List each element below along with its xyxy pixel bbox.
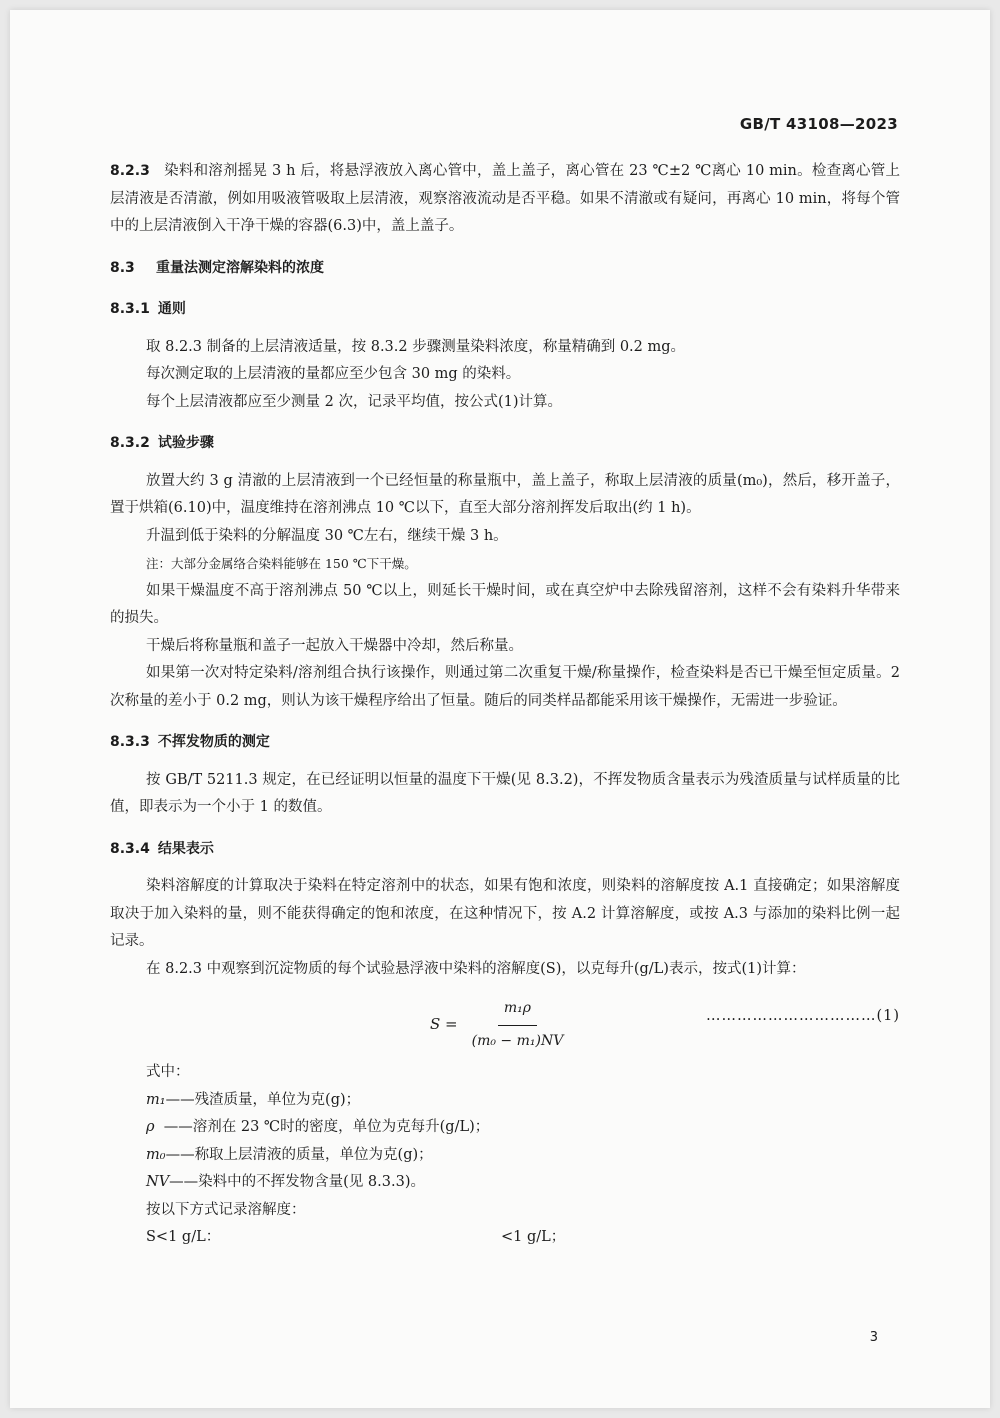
definition-text: ——溶剂在 23 ℃时的密度，单位为克每升(g/L)；: [154, 1119, 490, 1135]
formula-lhs: S =: [430, 1015, 458, 1034]
heading-number: 8.3.4: [110, 840, 150, 857]
paragraph: 如果第一次对特定染料/溶剂组合执行该操作，则通过第二次重复干燥/称量操作，检查染料是否已干燥至恒定质量。2 次称量的差小于 0.2 mg，则认为该干燥程序给出了恒量。随后的同类样品都能采用该干燥操作，无需进一步验证。: [110, 665, 900, 709]
definition-text: ——染料中的不挥发物含量(见 8.3.3)。: [169, 1174, 425, 1190]
definition-item: [146, 1114, 900, 1142]
record-value: <1 g/L；: [501, 1229, 566, 1245]
paragraph: 如果干燥温度不高于溶剂沸点 50 ℃以上，则延长干燥时间，或在真空炉中去除残留溶剂，这样不会有染料升华带来的损失。: [110, 582, 900, 626]
solubility-formula: [430, 995, 569, 1055]
formula-numerator: m₁ρ: [498, 995, 537, 1026]
formula-definitions: [146, 1059, 900, 1224]
heading-title: 重量法测定溶解染料的浓度: [156, 259, 324, 276]
definition-item: [146, 1087, 900, 1115]
heading-8-3: [110, 255, 900, 283]
standard-code: GB/T 43108—2023: [739, 115, 898, 133]
heading-8-3-2: [110, 430, 900, 458]
definition-symbol: NV: [146, 1174, 170, 1190]
definition-text: ——残渣质量，单位为克(g)；: [165, 1091, 361, 1108]
formula-1: [110, 989, 900, 1051]
formula-number: ……………………………(1): [705, 1008, 900, 1024]
heading-8-3-4: [110, 836, 900, 864]
section-number: 8.2.3: [110, 163, 150, 179]
definition-symbol: m₁: [146, 1091, 166, 1108]
record-row: [146, 1224, 900, 1252]
paragraph: 放置大约 3 g 清澈的上层清液到一个已经恒量的称量瓶中，盖上盖子，称取上层清液的质量(m₀)，然后，移开盖子，置于烘箱(6.10)中，温度维持在溶剂沸点 10 ℃以下，直至大部分溶剂挥发后取出(约 1 h)。: [110, 472, 900, 516]
paragraph: 按 GB/T 5211.3 规定，在已经证明以恒量的温度下干燥(见 8.3.2)，不挥发物质含量表示为残渣质量与试样质量的比值，即表示为一个小于 1 的数值。: [110, 771, 900, 815]
heading-8-3-1: [110, 296, 900, 324]
paragraph: 干燥后将称量瓶和盖子一起放入干燥器中冷却，然后称量。: [146, 637, 523, 654]
heading-8-3-3: [110, 729, 900, 757]
paragraph: 升温到低于染料的分解温度 30 ℃左右，继续干燥 3 h。: [146, 527, 508, 544]
heading-number: 8.3.1: [110, 301, 150, 317]
paragraph: 在 8.2.3 中观察到沉淀物质的每个试验悬浮液中染料的溶解度(S)，以克每升(g/L)表示，按式(1)计算：: [146, 960, 806, 977]
formula-fraction: [466, 995, 570, 1055]
section-text: 染料和溶剂摇晃 3 h 后，将悬浮液放入离心管中，盖上盖子，离心管在 23 ℃±2 ℃离心 10 min。检查离心管上层清液是否清澈，例如用吸液管吸取上层清液，观察溶液流动是否平稳。如果不清澈或有疑问，再离心 10 min，将每个管中的上层清液倒入干净干燥的容器(6.3)中，盖上盖子。: [110, 163, 900, 234]
heading-title: 结果表示: [157, 840, 214, 857]
page-number: 3: [869, 1330, 878, 1345]
document-page: [10, 10, 990, 1408]
definition-symbol: m₀: [146, 1146, 166, 1163]
heading-number: 8.3.2: [110, 435, 150, 451]
record-condition: S<1 g/L：: [146, 1229, 221, 1245]
definition-item: [146, 1169, 900, 1197]
definition-symbol: ρ: [146, 1119, 155, 1135]
heading-title: 不挥发物质的测定: [157, 734, 270, 750]
heading-number: 8.3: [110, 259, 135, 276]
definition-item: [146, 1142, 900, 1170]
paragraph: 染料溶解度的计算取决于染料在特定溶剂中的状态，如果有饱和浓度，则染料的溶解度按 A.1 直接确定；如果溶解度取决于加入染料的量，则不能获得确定的饱和浓度，在这种情况下，按 A.2 计算溶解度，或按 A.3 与添加的染料比例一起记录。: [110, 878, 900, 949]
heading-number: 8.3.3: [110, 734, 150, 750]
section-8-2-3: [110, 158, 900, 241]
paragraph: 每次测定取的上层清液的量都应至少包含 30 mg 的染料。: [146, 366, 521, 382]
record-intro: 按以下方式记录溶解度：: [146, 1201, 306, 1218]
formula-denominator: (m₀ − m₁)NV: [471, 1032, 564, 1049]
heading-title: 试验步骤: [157, 435, 214, 451]
definitions-intro: 式中：: [146, 1064, 190, 1080]
page-content: [110, 158, 900, 1252]
paragraph: 每个上层清液都应至少测量 2 次，记录平均值，按公式(1)计算。: [146, 393, 562, 410]
definition-text: ——称取上层清液的质量，单位为克(g)；: [165, 1146, 433, 1163]
note: 注：大部分金属络合染料能够在 150 ℃下干燥。: [146, 556, 417, 571]
paragraph: 取 8.2.3 制备的上层清液适量，按 8.3.2 步骤测量染料浓度，称量精确到 0.2 mg。: [146, 338, 686, 355]
heading-title: 通则: [157, 301, 186, 317]
